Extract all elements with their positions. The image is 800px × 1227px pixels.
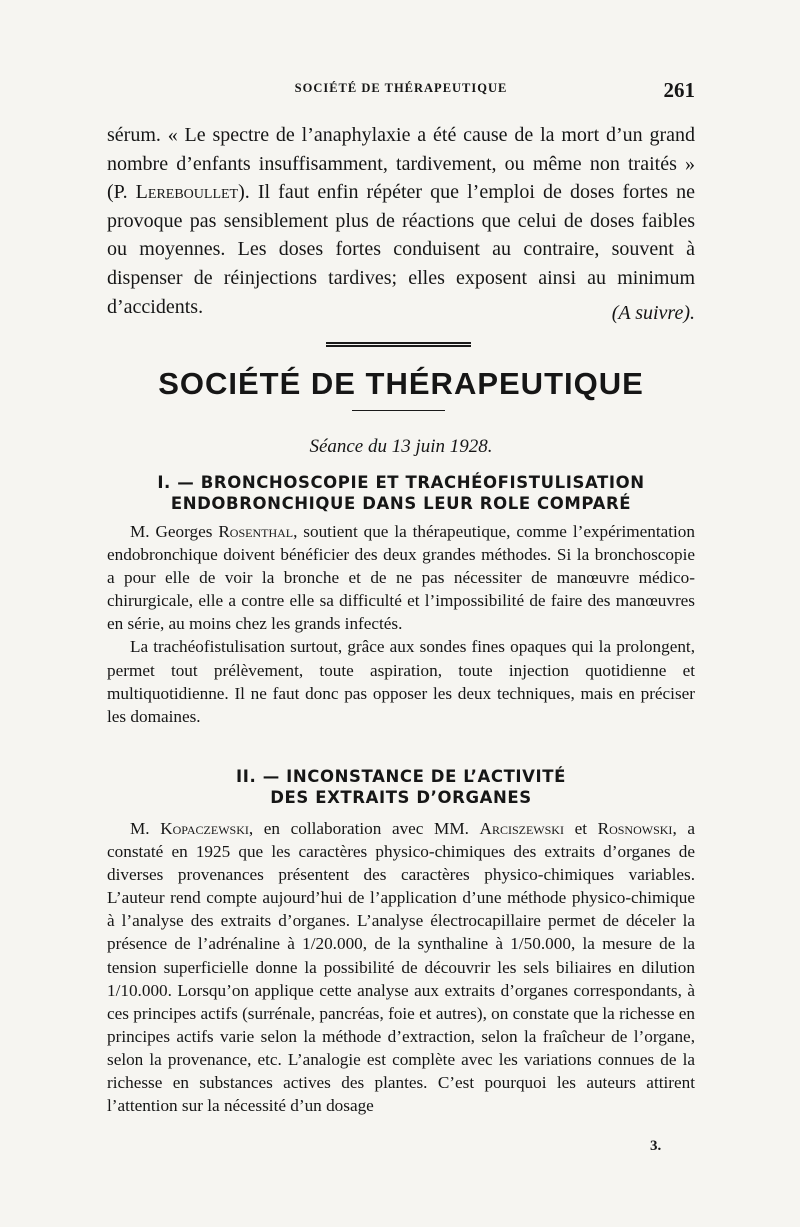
- author-kopaczewski: Kopaczewski: [160, 819, 249, 838]
- communication-2-heading-line-2: DES EXTRAITS D’ORGANES: [270, 788, 532, 807]
- running-title: SOCIÉTÉ DE THÉRAPEUTIQUE: [294, 81, 508, 95]
- coauthor-arciszewski: Arciszewski: [479, 819, 564, 838]
- previous-article-ending: [107, 121, 695, 321]
- section-title: SOCIÉTÉ DE THÉRAPEUTIQUE: [158, 366, 644, 401]
- communication-1-heading-line-1: I. — BRONCHOSCOPIE ET TRACHÉOFISTULISATION: [157, 473, 645, 492]
- author-rosenthal: Rosenthal: [218, 522, 294, 541]
- communication-1-p1-start: M. Georges: [130, 522, 219, 541]
- running-head: [107, 78, 695, 102]
- previous-article-text-start: sérum. « Le spectre de l’anaphylaxie a été cause de la mort d’un grand nombre d’enfants insuffisamment, tardivement, ou même non traités » (P.: [107, 124, 695, 204]
- communication-2-paragraph-1: [107, 817, 695, 1117]
- page-number: 261: [663, 78, 695, 102]
- communication-1-body: [107, 520, 695, 728]
- communication-2-heading: [107, 766, 695, 808]
- communication-1-p1-rest: , soutient que la thérapeutique, comme l’expérimentation endobronchique doivent bénéficier des deux grandes méthodes. Si la bronchoscopie a pour elle de voir la bronche et de ne pas nécessiter de manœuvre médico-chirurgicale, elle a contre elle sa difficulté et l’impossibilité de faire des manœuvres en série, au moins chez les grands infectés.: [107, 522, 695, 634]
- communication-1-heading-line-2: ENDOBRONCHIQUE DANS LEUR ROLE COMPARÉ: [170, 494, 632, 513]
- title-underline-rule: [352, 410, 445, 411]
- communication-1-paragraph-2: La trachéofistulisation surtout, grâce aux sondes fines opaques qui la prolongent, permet tout prélèvement, toute aspiration, toute injection quotidienne et multiquotidienne. Il ne faut donc pas opposer les deux techniques, mais en préciser les domaines.: [107, 637, 695, 726]
- communication-2-body: [107, 817, 695, 1117]
- to-be-continued-note: (A suivre).: [611, 302, 695, 324]
- communication-1-heading: [107, 472, 695, 514]
- communication-1-paragraph-1: [107, 520, 695, 635]
- double-rule-divider: [326, 342, 471, 347]
- signature-mark: 3.: [650, 1138, 662, 1154]
- previous-article-text-end: ). Il faut enfin répéter que l’emploi de doses fortes ne provoque pas sensiblement plus de réactions que celui de doses faibles ou moyennes. Les doses fortes conduisent au contraire, souvent à dispenser de réinjections tardives; elles exposent ainsi au minimum d’accidents.: [107, 181, 695, 318]
- communication-2-p1-start: M.: [130, 819, 161, 838]
- cited-author-lereboullet: Lereboullet: [135, 181, 239, 204]
- session-date: Séance du 13 juin 1928.: [309, 436, 493, 457]
- coauthor-rosnowski: Rosnowski: [597, 819, 673, 838]
- communication-2-p1-mid-1: , en collaboration avec MM.: [248, 819, 480, 838]
- communication-2-p1-rest: , a constaté en 1925 que les caractères physico-chimiques des extraits d’organes de diverses provenances présentent des caractères physico-chimiques variables. L’auteur rend compte aujourd’hui de l’application d’une méthode physico-chimique à l’analyse des extraits d’organes. L’analyse électrocapillaire permet de déceler la présence de l’adrénaline à 1/20.000, de la synthaline à 1/50.000, la mesure de la tension superficielle donne la possibilité de découvrir les sels biliaires en dilution 1/10.000. Lorsqu’on applique cette analyse aux extraits d’organes correspondants, à ces principes actifs (surrénale, pancréas, foie et autres), on constate que la richesse en principes actifs varie selon la méthode d’extraction, selon la fraîcheur de l’organe, selon la provenance, etc. L’analogie est complète avec les variations connues de la richesse en substances actives des plantes. C’est pourquoi les auteurs attirent l’attention sur la nécessité d’un dosage: [107, 819, 695, 1116]
- communication-2-p1-mid-2: et: [563, 819, 598, 838]
- communication-2-heading-line-1: II. — INCONSTANCE DE L’ACTIVITÉ: [236, 767, 566, 786]
